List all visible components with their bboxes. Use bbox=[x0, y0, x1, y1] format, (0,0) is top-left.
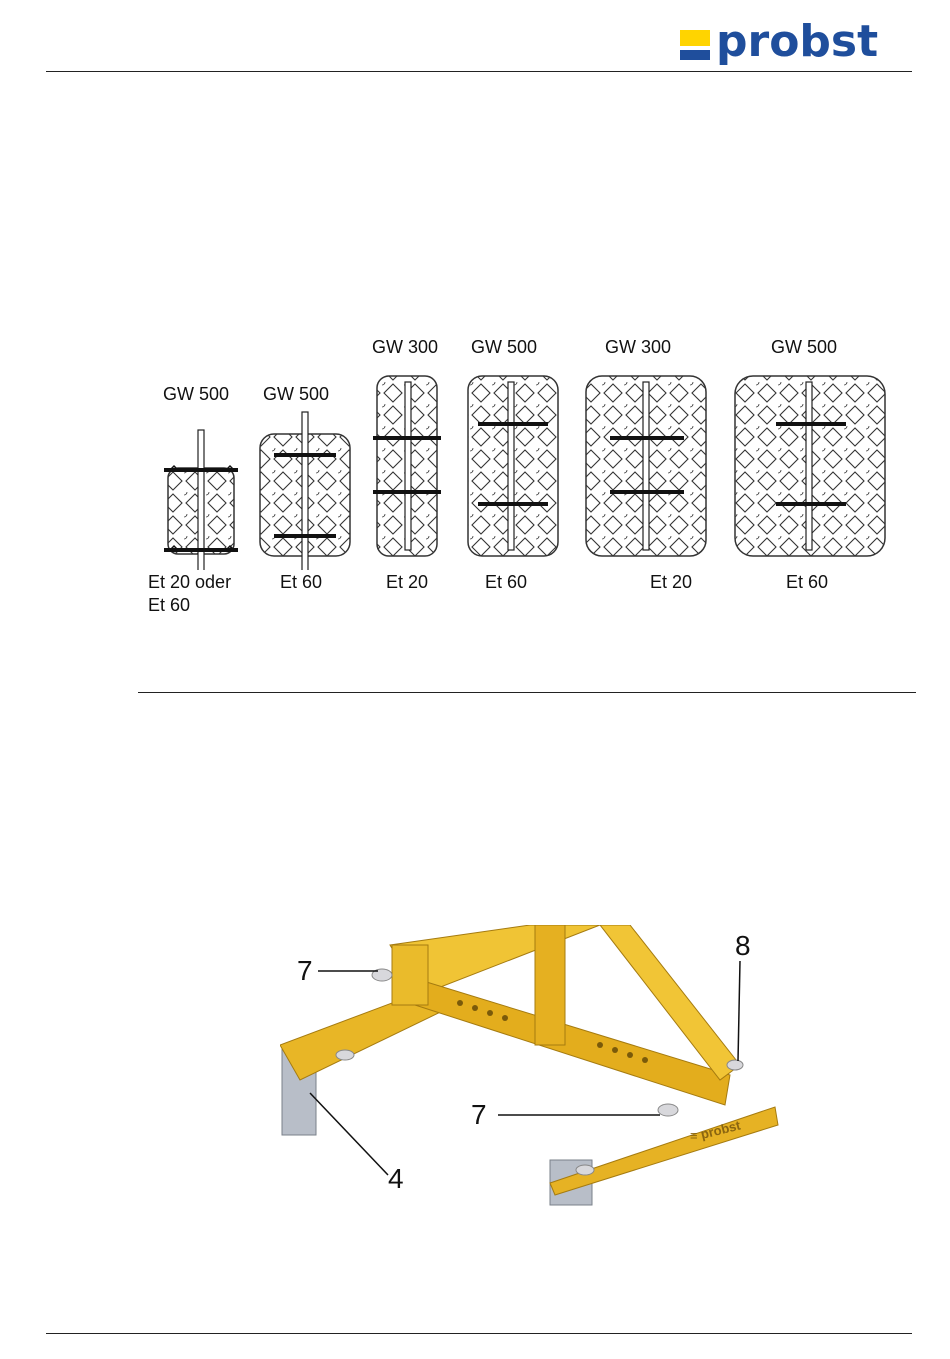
callout-7-bottom: 7 bbox=[471, 1099, 487, 1130]
config-5-top-label: GW 300 bbox=[605, 337, 672, 357]
config-4-gw500 bbox=[468, 376, 558, 556]
config-1-bottom-label: Et 20 oder bbox=[148, 572, 232, 592]
config-3-bottom-label: Et 20 bbox=[386, 572, 429, 592]
config-6-gw500-wide bbox=[735, 376, 885, 556]
config-3-top-label: GW 300 bbox=[372, 337, 439, 357]
callout-4: 4 bbox=[388, 1163, 404, 1194]
callout-7-top: 7 bbox=[297, 955, 313, 986]
config-2-top-label: GW 500 bbox=[263, 384, 330, 404]
callout-leaders bbox=[280, 925, 780, 1210]
config-3-gw300 bbox=[373, 376, 441, 556]
config-6-bottom-label: Et 60 bbox=[786, 572, 829, 592]
device-logo-text: probst bbox=[699, 1117, 742, 1142]
config-1-top-label: GW 500 bbox=[163, 384, 230, 404]
config-2-bottom-label: Et 60 bbox=[280, 572, 323, 592]
config-1-gw500-single bbox=[164, 430, 238, 570]
section-rule bbox=[138, 692, 916, 693]
config-5-bottom-label: Et 20 bbox=[650, 572, 693, 592]
svg-text:≡: ≡ bbox=[690, 1128, 698, 1143]
config-2-gw500-double bbox=[260, 412, 350, 570]
header-rule bbox=[46, 71, 912, 72]
logo-wordmark: probst bbox=[716, 16, 879, 67]
config-4-top-label: GW 500 bbox=[471, 337, 538, 357]
footer-rule bbox=[46, 1333, 912, 1334]
callout-8: 8 bbox=[735, 930, 751, 961]
config-1-bottom-label-line2: Et 60 bbox=[148, 595, 191, 615]
config-6-top-label: GW 500 bbox=[771, 337, 838, 357]
logo-mark bbox=[680, 30, 710, 60]
config-4-bottom-label: Et 60 bbox=[485, 572, 528, 592]
probst-logo bbox=[680, 16, 910, 72]
config-5-gw300-wide bbox=[586, 376, 706, 556]
paver-configurations-figure bbox=[140, 360, 900, 570]
